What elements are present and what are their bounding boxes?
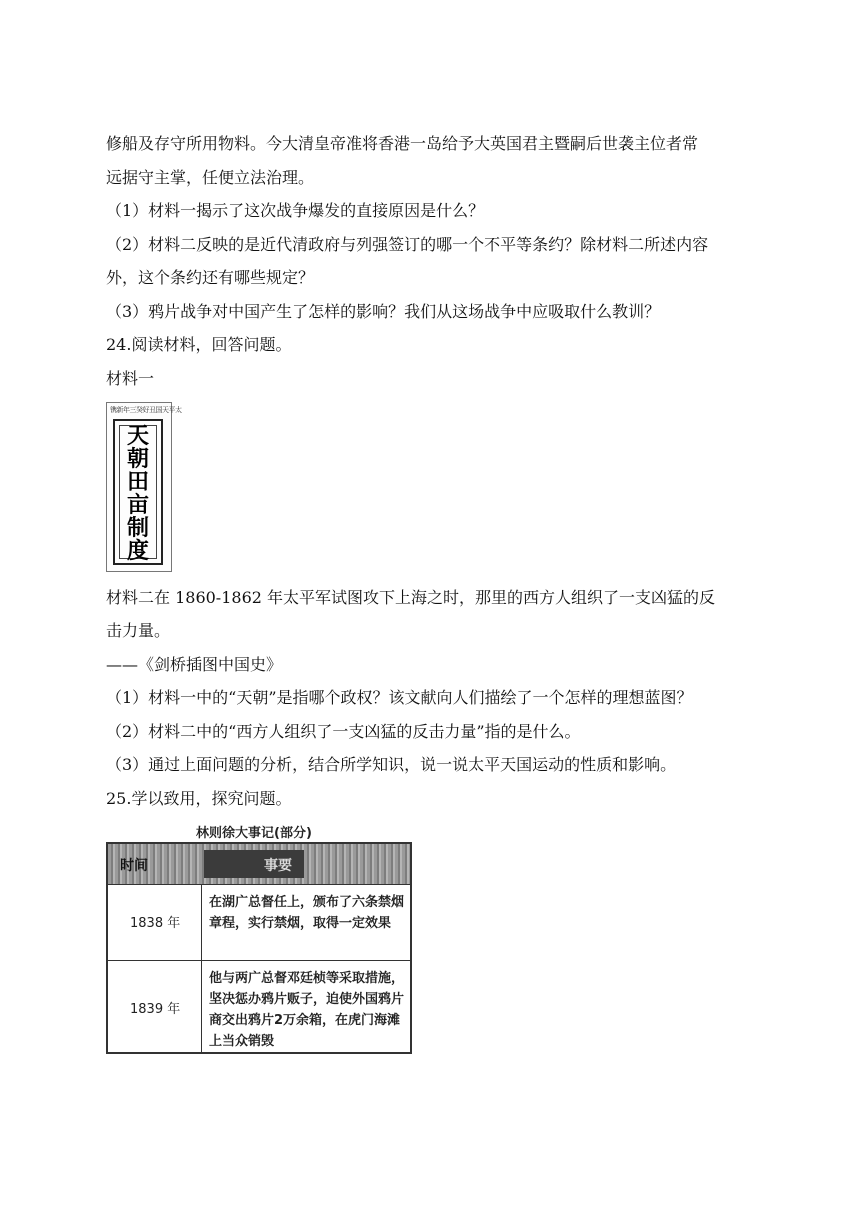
citation: ——《剑桥插图中国史》 — [106, 655, 283, 674]
table-row-year: 1838 年 — [130, 916, 181, 931]
cover-title: 天朝田亩制度 — [126, 424, 149, 564]
question-2: （2）材料二中的“西方人组织了一支凶猛的反击力量”指的是什么。 — [106, 722, 581, 741]
material-one-label: 材料一 — [106, 369, 155, 388]
table-header — [108, 844, 410, 885]
header-event: 事要 — [264, 858, 292, 874]
question-1: （1）材料一揭示了这次战争爆发的直接原因是什么？ — [106, 201, 485, 220]
cover-top-text: 镌新年三癸好丑国天平太 — [110, 406, 182, 414]
book-cover-image — [106, 402, 182, 572]
events-table-image — [106, 842, 412, 1054]
cover-frame — [113, 419, 163, 565]
question-3: （3）通过上面问题的分析，结合所学知识，说一说太平天国运动的性质和影响。 — [106, 755, 677, 774]
question-3: （3）鸦片战争对中国产生了怎样的影响？我们从这场战争中应吸取什么教训？ — [106, 302, 661, 321]
question-heading-25: 25.学以致用，探究问题。 — [106, 789, 292, 808]
question-heading-24: 24.阅读材料，回答问题。 — [106, 335, 292, 354]
question-1: （1）材料一中的“天朝”是指哪个政权？该文献向人们描绘了一个怎样的理想蓝图？ — [106, 688, 693, 707]
text-line: 远据守主掌，任便立法治理。 — [106, 168, 315, 187]
table-caption: 林则徐大事记(部分) — [196, 826, 312, 841]
material-two-text: 材料二在 1860-1862 年太平军试图攻下上海之时，那里的西方人组织了一支凶猛的反 — [106, 588, 716, 607]
header-time: 时间 — [120, 858, 148, 874]
table-row-year: 1839 年 — [130, 1002, 181, 1017]
table-row-event: 他与两广总督邓廷桢等采取措施，坚决惩办鸦片贩子，迫使外国鸦片商交出鸦片2万余箱，在虎门海滩上当众销毁 — [209, 971, 405, 1049]
table-row-event: 在湖广总督任上，颁布了六条禁烟章程，实行禁烟，取得一定效果 — [209, 895, 405, 931]
text-line: 击力量。 — [106, 621, 171, 640]
question-2: （2）材料二反映的是近代清政府与列强签订的哪一个不平等条约？除材料二所述内容 — [106, 235, 709, 254]
text-line: 外，这个条约还有哪些规定？ — [106, 268, 315, 287]
text-line: 修船及存守所用物料。今大清皇帝准将香港一岛给予大英国君主暨嗣后世袭主位者常 — [106, 134, 699, 153]
